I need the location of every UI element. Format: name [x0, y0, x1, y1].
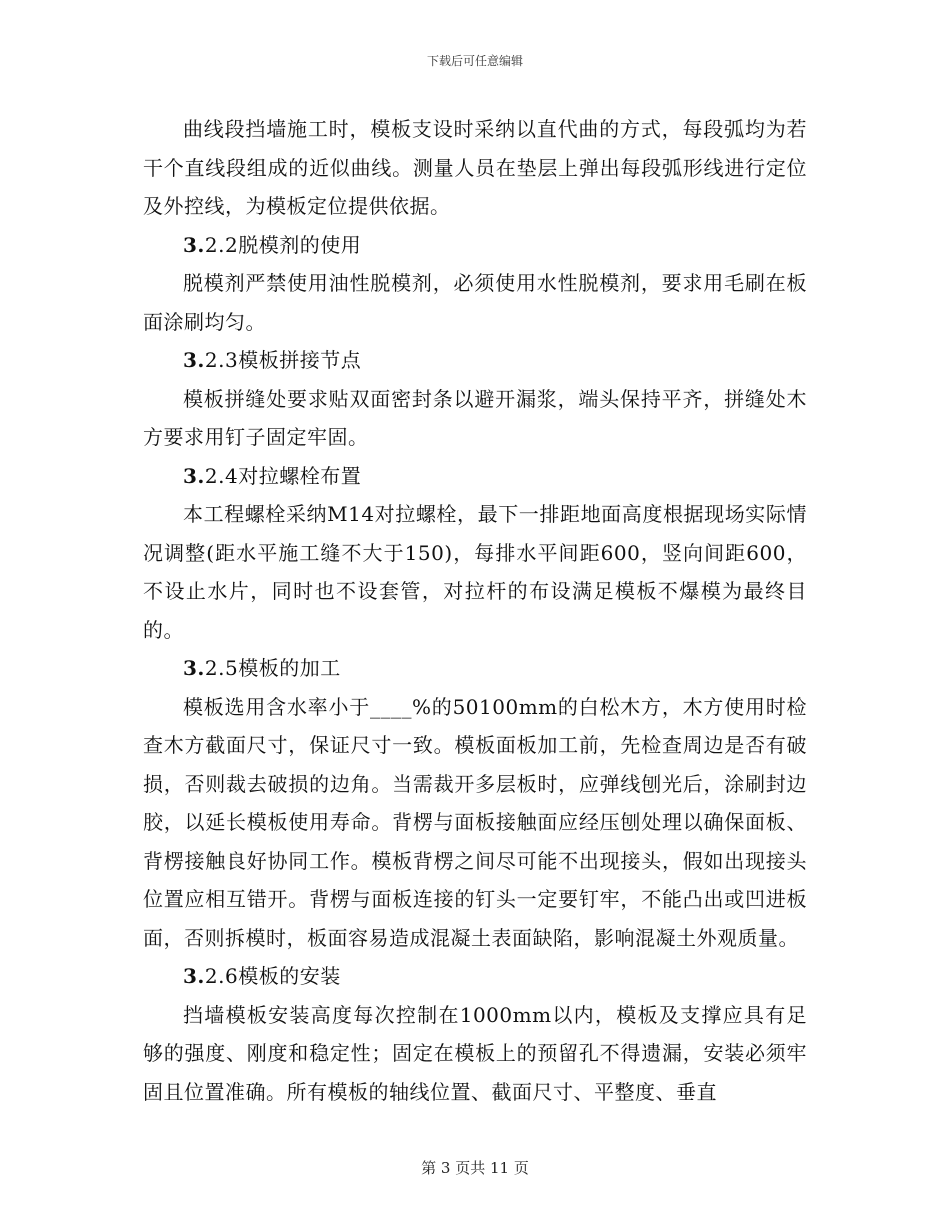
section-number: 3.	[183, 656, 205, 680]
paragraph-installation: 挡墙模板安装高度每次控制在1000mm以内，模板及支撑应具有足够的强度、刚度和稳定性；固定在模板上的预留孔不得遗漏，安装必须牢固且位置准确。所有模板的轴线位置、截面尺寸、平整度、垂直	[143, 1002, 807, 1104]
page-footer: 第 3 页共 11 页	[421, 1159, 529, 1177]
section-title: 2.5模板的加工	[204, 656, 341, 680]
section-heading-release-agent	[143, 226, 807, 265]
section-heading-joint-node	[143, 341, 807, 380]
section-heading-processing	[143, 649, 807, 688]
section-heading-tie-bolts	[143, 457, 807, 496]
paragraph-curved-wall: 曲线段挡墙施工时，模板支设时采纳以直代曲的方式，每段弧均为若干个直线段组成的近似曲线。测量人员在垫层上弹出每段弧形线进行定位及外控线，为模板定位提供依据。	[143, 117, 807, 218]
section-number: 3.	[183, 232, 205, 257]
section-title: 2.4对拉螺栓布置	[204, 463, 362, 488]
document-body	[143, 110, 807, 1111]
page-header: 下载后可任意编辑	[426, 54, 523, 68]
paragraph-tie-bolts: 本工程螺栓采纳M14对拉螺栓，最下一排距地面高度根据现场实际情况调整(距水平施工缝不大于150)，每排水平间距600，竖向间距600，不设止水片，同时也不设套管，对拉杆的布设满足模板不爆模为最终目的。	[143, 502, 807, 642]
section-title: 2.3模板拼接节点	[204, 348, 362, 372]
paragraph-joint-node: 模板拼缝处要求贴双面密封条以避开漏浆，端头保持平齐，拼缝处木方要求用钉子固定牢固。	[143, 386, 807, 449]
paragraph-processing: 模板选用含水率小于____%的50100mm的白松木方，木方使用时检查木方截面尺寸，保证尺寸一致。模板面板加工前，先检查周边是否有破损，否则裁去破损的边角。当需裁开多层板时，应弹线刨光后，涂刷封边胶，以延长模板使用寿命。背楞与面板接触面应经压刨处理以确保面板、背楞接触良好协同工作。模板背楞之间尽可能不出现接头，假如出现接头位置应相互错开。背楞与面板连接的钉头一定要钉牢，不能凸出或凹进板面，否则拆模时，板面容易造成混凝土表面缺陷，影响混凝土外观质量。	[143, 694, 807, 950]
section-number: 3.	[183, 348, 205, 372]
section-title: 2.6模板的安装	[204, 964, 341, 988]
section-heading-installation	[143, 957, 807, 996]
section-number: 3.	[183, 463, 205, 488]
section-title: 2.2脱模剂的使用	[204, 232, 362, 257]
paragraph-release-agent: 脱模剂严禁使用油性脱模剂，必须使用水性脱模剂，要求用毛刷在板面涂刷均匀。	[143, 271, 807, 334]
section-number: 3.	[183, 964, 205, 988]
